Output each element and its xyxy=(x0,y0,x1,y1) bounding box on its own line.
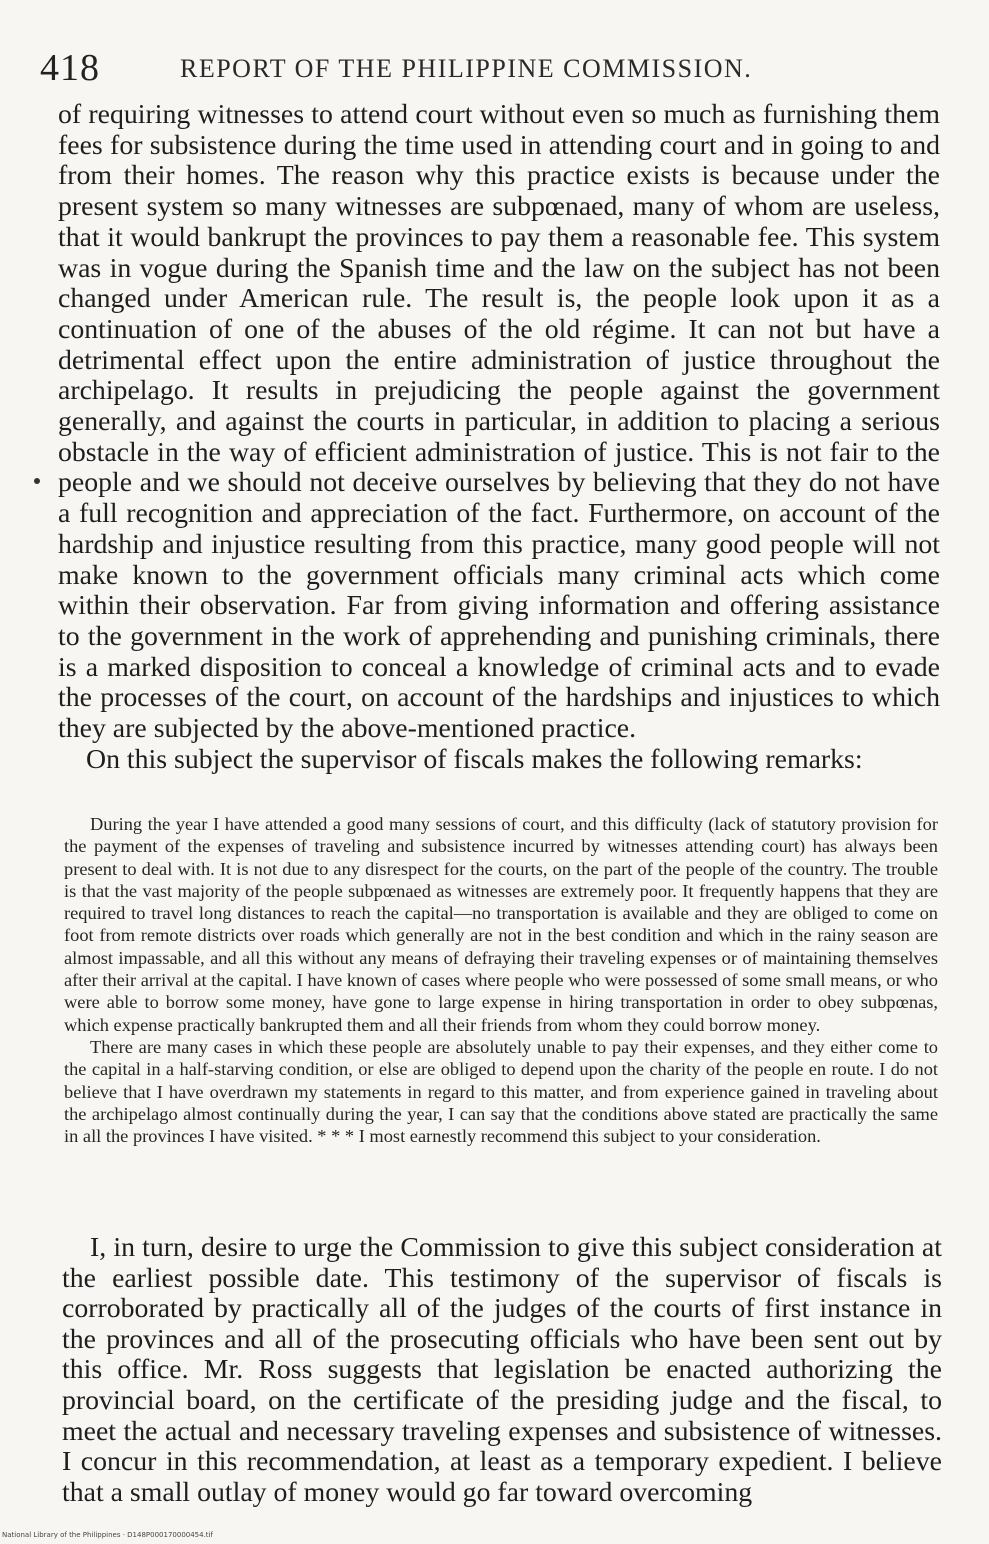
page-number: 418 xyxy=(40,47,100,89)
body-paragraph-1: of requiring witnesses to attend court without even so much as furnishing them fees for subsistence during the time used in attending court and in going to and from their homes. The reason why this practice exists is because under the present system so many witnesses are subpœnaed, many of whom are useless, that it would bankrupt the provinces to pay them a reasonable fee. This system was in vogue during the Spanish time and the law on the subject has not been changed under American rule. The result is, the people look upon it as a continuation of one of the abuses of the old régime. It can not but have a detrimental effect upon the entire administration of justice throughout the archipelago. It results in prejudicing the people against the government generally, and against the courts in particular, in addition to placing a serious obstacle in the way of efficient administration of justice. This is not fair to the people and we should not deceive ourselves by believing that they do not have a full recognition and appreciation of the fact. Furthermore, on account of the hardship and injustice resulting from this practice, many good people will not make known to the government officials many criminal acts which come within their observation. Far from giving information and offering assistance to the government in the work of apprehending and punishing criminals, there is a marked disposition to conceal a knowledge of criminal acts and to evade the processes of the court, on account of the hardships and injustices to which they are subjected by the above-mentioned practice. xyxy=(58,99,940,745)
body-text xyxy=(58,100,940,775)
scan-credit: National Library of the Philippines · D148P000170000454.tif xyxy=(2,1531,213,1539)
page-header xyxy=(40,44,940,94)
quote-paragraph-2: There are many cases in which these people are absolutely unable to pay their expenses, and they either come to the capital in a half-starving condition, or else are obliged to depend upon the charity of the people en route. I do not believe that I have overdrawn my statements in regard to this matter, and from experience gained in traveling about the archipelago almost continually during the year, I can say that the conditions above stated are practically the same in all the provinces I have visited. * * * I most earnestly recommend this subject to your consideration. xyxy=(64,1036,938,1147)
running-head: REPORT OF THE PHILIPPINE COMMISSION. xyxy=(180,54,753,83)
quote-paragraph-1: During the year I have attended a good many sessions of court, and this difficulty (lack of statutory provision for the payment of the expenses of traveling and subsistence incurred by witnesses attending court) has always been present to deal with. It is not due to any disrespect for the courts, on the part of the people of the country. The trouble is that the vast majority of the people subpœnaed as witnesses are extremely poor. It frequently happens that they are required to travel long distances to reach the capital—no transportation is available and they are obliged to come on foot from remote districts over roads which generally are not in the best condition and which in the rainy season are almost impassable, and all this without any means of defraying their traveling expenses or of maintaining themselves after their arrival at the capital. I have known of cases where people who were possessed of some small means, or who were able to borrow some money, have gone to large expense in hiring transportation in order to obey subpœnas, which expense practically bankrupted them and all their friends from whom they could borrow money. xyxy=(64,814,938,1035)
closing-paragraph: I, in turn, desire to urge the Commission to give this subject consideration at the earliest possible date. This testimony of the supervisor of fiscals is corroborated by practically all of the judges of the courts of first instance in the provinces and all of the prosecuting officials who have been sent out by this office. Mr. Ross suggests that legislation be enacted authorizing the provincial board, on the certificate of the presiding judge and the fiscal, to meet the actual and necessary traveling expenses and subsistence of witnesses. I concur in this recommendation, at least as a temporary expedient. I believe that a small outlay of money would go far toward overcoming xyxy=(62,1232,942,1508)
block-quote xyxy=(64,813,938,1147)
body-paragraph-2: On this subject the supervisor of fiscals makes the following remarks: xyxy=(86,743,863,775)
closing-text xyxy=(62,1233,942,1508)
margin-mark xyxy=(34,478,40,484)
